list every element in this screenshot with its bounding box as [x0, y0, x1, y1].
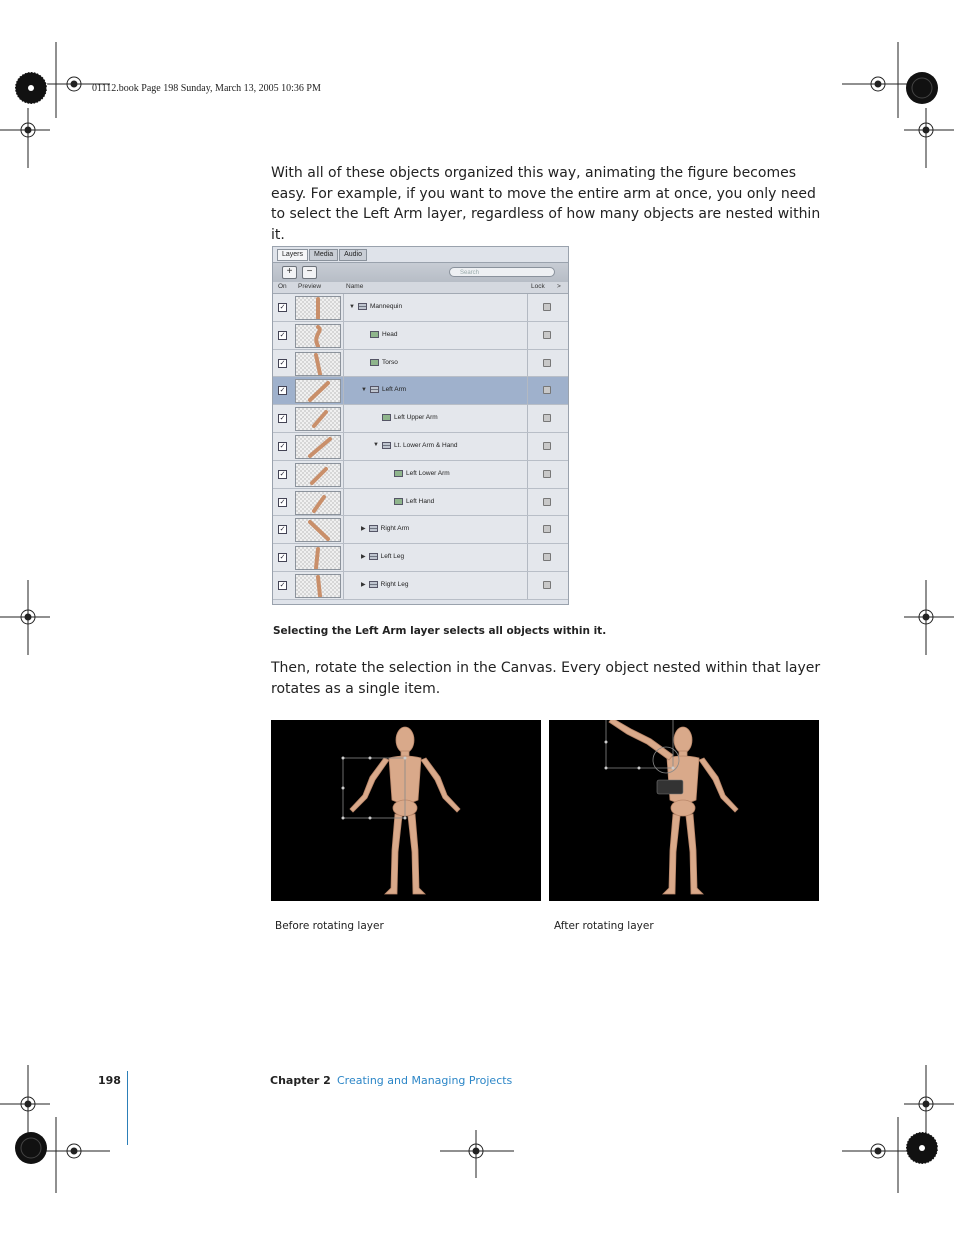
layer-row[interactable]	[273, 405, 568, 433]
canvas-after-image	[549, 720, 819, 901]
lock-icon[interactable]	[543, 581, 551, 589]
column-divider	[527, 377, 528, 404]
layer-name-label: Left Hand	[406, 497, 435, 505]
mannequin-after-figure	[549, 720, 819, 901]
after-caption: After rotating layer	[554, 920, 654, 932]
lock-icon[interactable]	[543, 331, 551, 339]
layer-name-label: Torso	[382, 358, 398, 366]
lock-icon[interactable]	[543, 553, 551, 561]
layer-visibility-checkbox[interactable]: ✓	[279, 442, 286, 450]
column-divider	[343, 433, 344, 460]
lock-icon[interactable]	[543, 498, 551, 506]
layer-name-cell	[361, 386, 406, 393]
column-divider	[343, 461, 344, 488]
layer-preview-thumbnail	[295, 407, 341, 431]
footer-divider	[127, 1071, 128, 1145]
column-divider	[527, 489, 528, 516]
layer-name-label: Right Arm	[380, 525, 410, 533]
group-icon	[369, 581, 378, 588]
image-layer-icon	[370, 359, 379, 366]
column-divider	[343, 294, 344, 321]
layer-row[interactable]	[273, 544, 568, 572]
col-preview[interactable]: Preview	[298, 283, 322, 290]
group-icon	[369, 553, 378, 560]
layer-visibility-checkbox[interactable]: ✓	[279, 554, 286, 562]
lock-icon[interactable]	[543, 525, 551, 533]
layer-preview-thumbnail	[295, 463, 341, 487]
lock-icon[interactable]	[543, 414, 551, 422]
layer-row[interactable]	[273, 294, 568, 322]
layer-visibility-checkbox[interactable]: ✓	[279, 470, 286, 478]
layer-list	[273, 294, 568, 600]
col-name[interactable]: Name	[346, 283, 364, 290]
page-number: 198	[98, 1074, 121, 1087]
tab-audio[interactable]: Audio	[339, 249, 367, 261]
lock-icon[interactable]	[543, 386, 551, 394]
layer-name-cell	[361, 331, 398, 338]
print-header-stamp: 01112.book Page 198 Sunday, March 13, 2005 10:36 PM	[92, 83, 321, 94]
lock-icon[interactable]	[543, 359, 551, 367]
layer-row[interactable]	[273, 516, 568, 544]
layer-name-label: Left Leg	[380, 553, 405, 561]
column-divider	[343, 405, 344, 432]
layer-name-label: Head	[382, 330, 398, 338]
panel-tabs	[277, 249, 368, 261]
layer-row[interactable]	[273, 489, 568, 517]
image-layer-icon	[394, 498, 403, 505]
before-caption: Before rotating layer	[275, 920, 384, 932]
image-layer-icon	[382, 414, 391, 421]
layer-name-cell	[361, 553, 404, 560]
search-input[interactable]: Search	[449, 267, 555, 277]
group-icon	[370, 386, 379, 393]
layer-name-cell	[385, 498, 434, 505]
column-divider	[527, 405, 528, 432]
layer-row[interactable]	[273, 322, 568, 350]
chapter-label: Chapter 2	[270, 1074, 331, 1087]
layer-name-cell	[385, 470, 450, 477]
layer-name-label: Mannequin	[369, 303, 403, 310]
layer-visibility-checkbox[interactable]: ✓	[279, 415, 286, 423]
disclosure-closed-icon[interactable]: ▶	[361, 581, 366, 588]
lock-icon[interactable]	[543, 470, 551, 478]
second-paragraph: Then, rotate the selection in the Canvas. Every object nested within that layer rotates as a single item.	[271, 660, 821, 697]
layer-name-label: Lt. Lower Arm & Hand	[393, 441, 458, 449]
layer-row[interactable]	[273, 377, 568, 405]
layer-name-label: Left Lower Arm	[406, 469, 450, 477]
layer-name-cell	[349, 303, 402, 310]
group-icon	[358, 303, 367, 310]
column-divider	[527, 350, 528, 377]
layer-preview-thumbnail	[295, 491, 341, 515]
layer-visibility-checkbox[interactable]: ✓	[279, 304, 286, 311]
col-on[interactable]: On	[278, 283, 287, 290]
column-divider	[527, 516, 528, 543]
column-divider	[343, 377, 344, 404]
intro-paragraph: With all of these objects organized this way, animating the figure becomes easy. For example, if you want to move the entire arm at once, you only need to select the Left Arm layer, regardless of how many objects are nested within it.	[271, 165, 821, 243]
image-layer-icon	[394, 470, 403, 477]
layer-name-cell	[373, 442, 458, 449]
layer-name-cell	[361, 359, 398, 366]
image-layer-icon	[370, 331, 379, 338]
column-divider	[527, 572, 528, 599]
remove-layer-button[interactable]: −	[302, 266, 317, 279]
column-divider	[343, 516, 344, 543]
layer-name-cell	[361, 525, 409, 532]
mannequin-before-figure	[271, 720, 541, 901]
column-divider	[343, 322, 344, 349]
chapter-title-link[interactable]: Creating and Managing Projects	[337, 1074, 513, 1087]
layers-panel	[272, 246, 569, 605]
layer-visibility-checkbox[interactable]: ✓	[279, 498, 286, 506]
layer-name-cell	[361, 581, 408, 588]
tab-media[interactable]: Media	[309, 249, 338, 261]
disclosure-open-icon[interactable]: ▼	[349, 303, 355, 310]
disclosure-closed-icon[interactable]: ▶	[361, 526, 366, 533]
group-icon	[382, 442, 391, 449]
layer-preview-thumbnail	[295, 296, 341, 320]
panel-toolbar	[273, 262, 568, 282]
rotation-info-box	[657, 780, 683, 794]
layer-row[interactable]	[273, 350, 568, 378]
layer-preview-thumbnail	[295, 546, 341, 570]
layer-preview-thumbnail	[295, 574, 341, 598]
lock-icon[interactable]	[543, 442, 551, 450]
column-divider	[527, 461, 528, 488]
layer-preview-thumbnail	[295, 324, 341, 348]
layer-name-label: Right Leg	[380, 580, 409, 588]
disclosure-closed-icon[interactable]: ▶	[361, 554, 366, 561]
group-icon	[369, 525, 378, 532]
layer-visibility-checkbox[interactable]: ✓	[279, 331, 286, 339]
layer-visibility-checkbox[interactable]: ✓	[279, 359, 286, 367]
layer-name-label: Left Arm	[381, 386, 407, 394]
layer-preview-thumbnail	[295, 518, 341, 542]
chevron-right-icon[interactable]: >	[557, 283, 561, 290]
layer-row[interactable]	[273, 461, 568, 489]
layer-name-label: Left Upper Arm	[394, 414, 438, 422]
tab-layers[interactable]: Layers	[277, 249, 308, 261]
disclosure-open-icon[interactable]: ▼	[373, 442, 379, 449]
add-layer-button[interactable]: +	[282, 266, 297, 279]
column-divider	[343, 544, 344, 571]
column-divider	[527, 294, 528, 321]
column-divider	[343, 350, 344, 377]
layer-name-cell	[373, 414, 438, 421]
layer-visibility-checkbox[interactable]: ✓	[279, 526, 286, 534]
lock-icon[interactable]	[543, 303, 551, 311]
column-divider	[343, 572, 344, 599]
column-divider	[527, 433, 528, 460]
col-lock[interactable]: Lock	[531, 283, 545, 290]
layer-preview-thumbnail	[295, 379, 341, 403]
layer-visibility-checkbox[interactable]: ✓	[279, 581, 286, 589]
column-divider	[527, 544, 528, 571]
layer-visibility-checkbox[interactable]: ✓	[279, 387, 286, 395]
column-divider	[527, 322, 528, 349]
layer-row[interactable]	[273, 572, 568, 600]
canvas-before-image	[271, 720, 541, 901]
column-divider	[343, 489, 344, 516]
layer-row[interactable]	[273, 433, 568, 461]
layer-preview-thumbnail	[295, 435, 341, 459]
layer-preview-thumbnail	[295, 352, 341, 376]
figure-caption: Selecting the Left Arm layer selects all objects within it.	[273, 625, 607, 637]
disclosure-open-icon[interactable]: ▼	[361, 386, 367, 393]
column-headers	[273, 282, 568, 294]
